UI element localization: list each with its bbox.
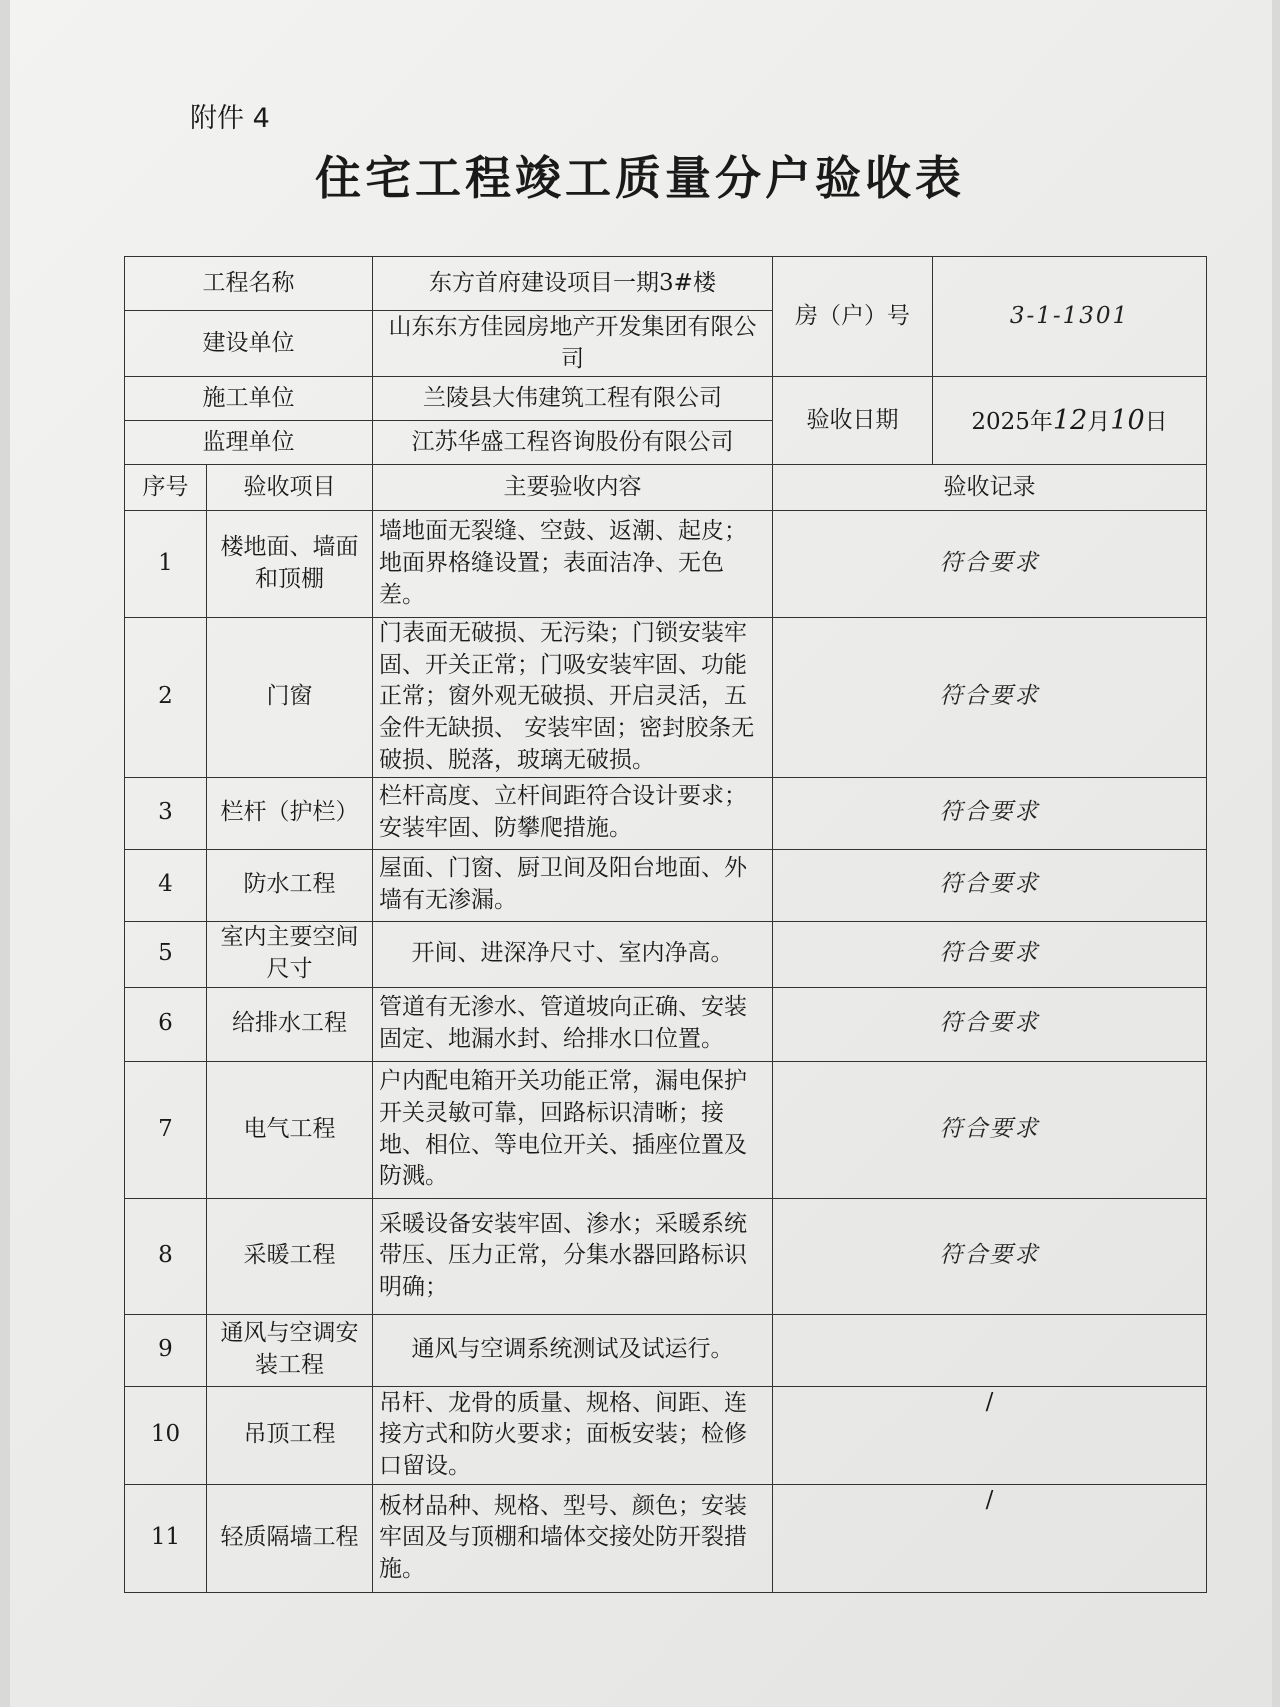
header-no: 序号	[125, 465, 207, 511]
row-record: 符合要求	[773, 1198, 1207, 1314]
table-row	[125, 1198, 1207, 1314]
row-record: 符合要求	[773, 849, 1207, 921]
row-no: 7	[125, 1061, 207, 1198]
table-row	[125, 1061, 1207, 1198]
row-no: 3	[125, 777, 207, 849]
row-record: 符合要求	[773, 618, 1207, 778]
date-year: 2025年	[971, 408, 1053, 435]
row-item: 室内主要空间尺寸	[207, 921, 373, 987]
table-row	[125, 849, 1207, 921]
row-item: 采暖工程	[207, 1198, 373, 1314]
row-record: 符合要求	[773, 987, 1207, 1061]
row-item: 栏杆（护栏）	[207, 777, 373, 849]
acceptance-form	[124, 256, 1207, 1593]
row-no: 10	[125, 1386, 207, 1484]
row-no: 2	[125, 618, 207, 778]
table-row	[125, 987, 1207, 1061]
header-item: 验收项目	[207, 465, 373, 511]
developer-value: 山东东方佳园房地产开发集团有限公司	[373, 311, 773, 377]
table-row	[125, 777, 1207, 849]
row-record: 符合要求	[773, 1061, 1207, 1198]
row-record: 符合要求	[773, 921, 1207, 987]
attachment-label: 附件 4	[190, 103, 270, 134]
date-day: 10	[1110, 404, 1145, 436]
row-no: 4	[125, 849, 207, 921]
table-row	[125, 511, 1207, 618]
header-content: 主要验收内容	[373, 465, 773, 511]
table-row	[125, 1386, 1207, 1484]
supervisor-label: 监理单位	[125, 421, 373, 465]
table-row	[125, 1314, 1207, 1386]
row-item: 轻质隔墙工程	[207, 1484, 373, 1592]
row-item: 给排水工程	[207, 987, 373, 1061]
developer-label: 建设单位	[125, 311, 373, 377]
unit-no-value: 3-1-1301	[933, 257, 1207, 377]
row-content: 墙地面无裂缝、空鼓、返潮、起皮；地面界格缝设置；表面洁净、无色差。	[373, 511, 773, 618]
row-no: 9	[125, 1314, 207, 1386]
row-record	[773, 1314, 1207, 1386]
row-content: 屋面、门窗、厨卫间及阳台地面、外墙有无渗漏。	[373, 849, 773, 921]
contractor-value: 兰陵县大伟建筑工程有限公司	[373, 377, 773, 421]
date-month-unit: 月	[1087, 408, 1111, 435]
row-no: 5	[125, 921, 207, 987]
header-record: 验收记录	[773, 465, 1207, 511]
info-row-contractor	[125, 377, 1207, 421]
row-record: 符合要求	[773, 777, 1207, 849]
row-content: 户内配电箱开关功能正常，漏电保护开关灵敏可靠，回路标识清晰；接地、相位、等电位开关、插座位置及防溅。	[373, 1061, 773, 1198]
project-name-value: 东方首府建设项目一期3#楼	[373, 257, 773, 311]
date-label: 验收日期	[773, 377, 933, 465]
row-item: 电气工程	[207, 1061, 373, 1198]
row-content: 开间、进深净尺寸、室内净高。	[373, 921, 773, 987]
table-row	[125, 921, 1207, 987]
row-item: 楼地面、墙面和顶棚	[207, 511, 373, 618]
row-item: 通风与空调安装工程	[207, 1314, 373, 1386]
row-content: 门表面无破损、无污染；门锁安装牢固、开关正常；门吸安装牢固、功能正常；窗外观无破损、开启灵活，五金件无缺损、 安装牢固；密封胶条无破损、脱落，玻璃无破损。	[373, 618, 773, 778]
row-content: 采暖设备安装牢固、渗水；采暖系统带压、压力正常，分集水器回路标识明确；	[373, 1198, 773, 1314]
row-no: 6	[125, 987, 207, 1061]
project-name-label: 工程名称	[125, 257, 373, 311]
contractor-label: 施工单位	[125, 377, 373, 421]
date-month: 12	[1052, 404, 1088, 436]
header-row	[125, 465, 1207, 511]
row-item: 防水工程	[207, 849, 373, 921]
unit-no-label: 房（户）号	[773, 257, 933, 377]
row-record: /	[773, 1386, 1207, 1484]
supervisor-value: 江苏华盛工程咨询股份有限公司	[373, 421, 773, 465]
row-content: 通风与空调系统测试及试运行。	[373, 1314, 773, 1386]
row-content: 吊杆、龙骨的质量、规格、间距、连接方式和防火要求；面板安装；检修口留设。	[373, 1386, 773, 1484]
row-content: 栏杆高度、立杆间距符合设计要求；安装牢固、防攀爬措施。	[373, 777, 773, 849]
date-day-unit: 日	[1144, 408, 1168, 435]
row-no: 11	[125, 1484, 207, 1592]
row-record: /	[773, 1484, 1207, 1592]
table-row	[125, 618, 1207, 778]
row-content: 管道有无渗水、管道坡向正确、安装固定、地漏水封、给排水口位置。	[373, 987, 773, 1061]
row-no: 8	[125, 1198, 207, 1314]
row-no: 1	[125, 511, 207, 618]
table-row	[125, 1484, 1207, 1592]
date-value	[933, 377, 1207, 465]
info-row-project	[125, 257, 1207, 311]
row-item: 吊顶工程	[207, 1386, 373, 1484]
row-record: 符合要求	[773, 511, 1207, 618]
document-title: 住宅工程竣工质量分户验收表	[315, 151, 965, 205]
row-content: 板材品种、规格、型号、颜色；安装牢固及与顶棚和墙体交接处防开裂措施。	[373, 1484, 773, 1592]
row-item: 门窗	[207, 618, 373, 778]
